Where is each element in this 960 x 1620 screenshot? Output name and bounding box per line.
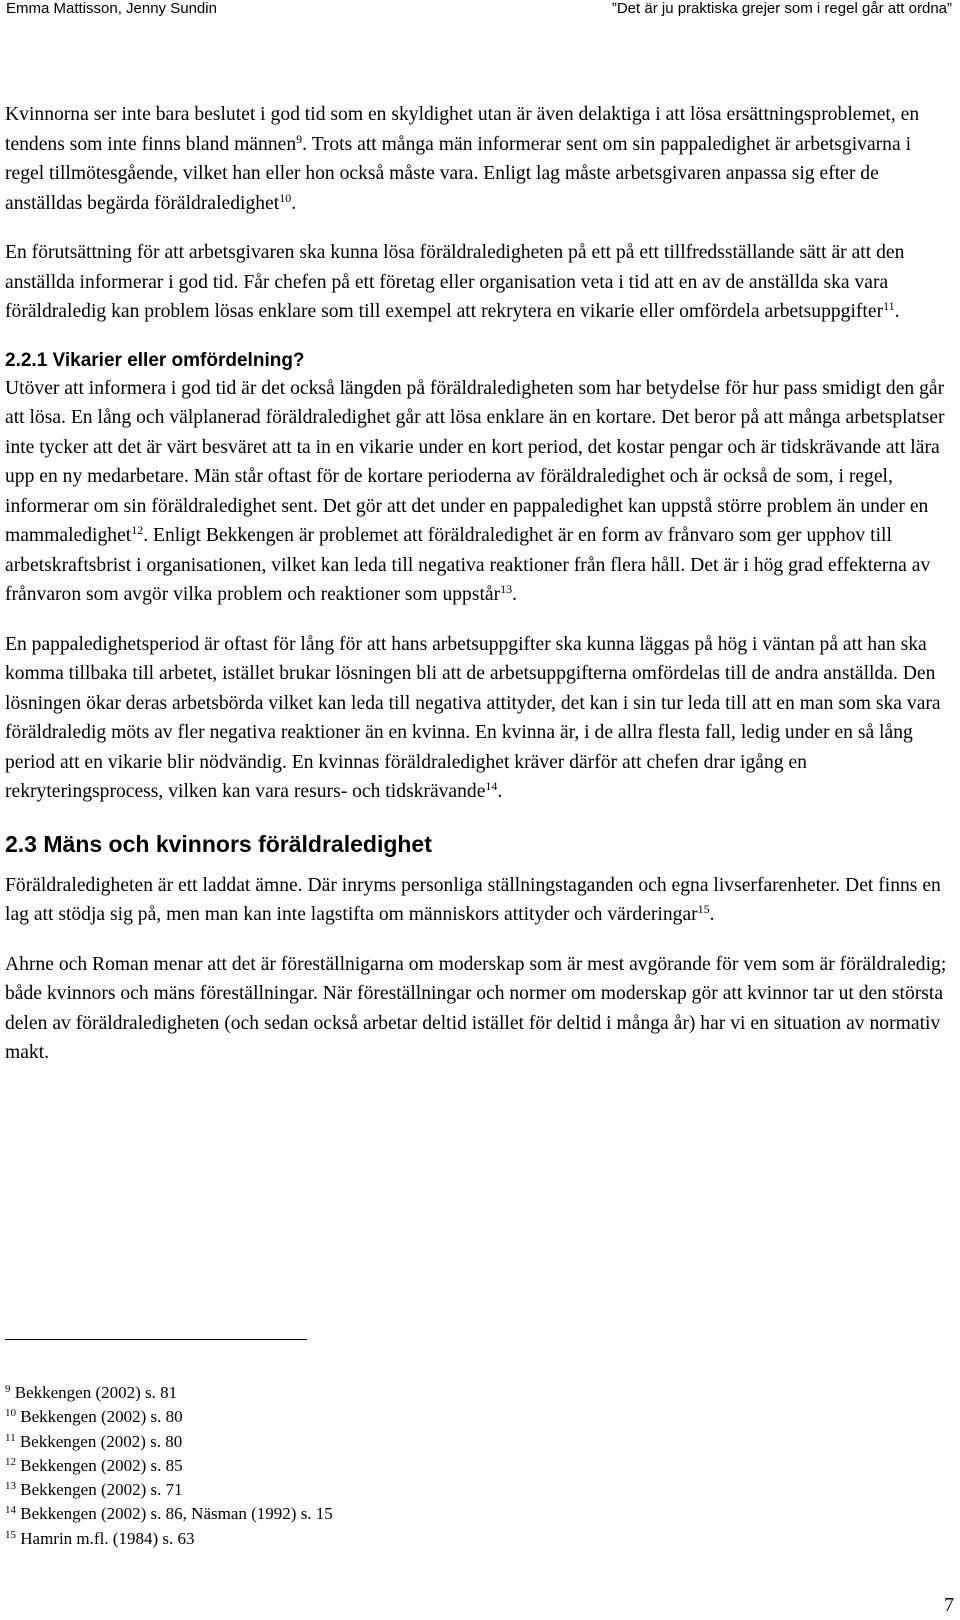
- body-text: [5, 100, 953, 1068]
- running-header: [0, 0, 960, 22]
- footnote-ref: 12: [131, 523, 144, 537]
- footnote-ref: 13: [500, 582, 513, 596]
- subsection-heading: 2.2.1 Vikarier eller omfördelning?: [5, 349, 305, 371]
- footnote: $^9$ Bekkengen (2002) s. 81: [5, 1383, 178, 1402]
- footnote: $^{15}$ Hamrin m.fl. (1984) s. 63: [5, 1528, 195, 1548]
- header-authors: Emma Mattisson, Jenny Sundin: [6, 0, 217, 17]
- footnote-ref: 11: [883, 299, 895, 313]
- paragraph: Kvinnorna ser inte bara beslutet i god tid som en skyldighet utan är även delaktiga i att lösa ersättningsproblemet, en tendens som inte finns bland männen$^9$. Trots att många män informerar sent om sin pappaledighet är arbetsgivarna i regel tillmötesgående, vilket han eller hon också måste vara. Enligt lag måste arbetsgivaren anpassa sig efter de anställdas begärda föräldraledighet$^{10}$.: [5, 104, 920, 214]
- footnote: $^{10}$ Bekkengen (2002) s. 80: [5, 1407, 183, 1427]
- footnote-ref: 9: [296, 131, 303, 146]
- footnote: $^{13}$ Bekkengen (2002) s. 71: [5, 1480, 183, 1500]
- paragraph: En förutsättning för att arbetsgivaren ska kunna lösa föräldraledigheten på ett på ett tillfredsställande sätt är att den anställda informerar i god tid. Får chefen på ett företag eller organisation veta i tid att en av de anställda ska vara föräldraledig kan problem lösas enklare som till exempel att rekrytera en vikarie eller omfördela arbetsuppgifter$^{11}$.: [5, 242, 905, 322]
- footnote: $^{11}$ Bekkengen (2002) s. 80: [5, 1431, 183, 1451]
- footnote-ref: 14: [485, 779, 498, 793]
- paragraph: Utöver att informera i god tid är det också längden på föräldraledigheten som har betydelse för hur pass smidigt den går att lösa. En lång och välplanerad föräldraledighet går att lösa enklare än en kortare. Det beror på att många arbetsplatser inte tycker att det är värt besväret att ta in en vikarie under en kort period, det kostar pengar och är tidskrävande att lära upp en ny medarbetare. Män står oftast för de kortare perioderna av föräldraledighet och är också de som, i regel, informerar om sin föräldraledighet sent. Det gör att det under en pappaledighet kan uppstå större problem än under en mammaledighet$^{12}$. Enligt Bekkengen är problemet att föräldraledighet är en form av frånvaro som ger upphov till arbetskraftsbrist i organisationen, vilket kan leda till negativa reaktioner från flera håll. Det är i hög grad effekterna av frånvaron som avgör vilka problem och reaktioner som uppstår$^{13}$.: [5, 377, 945, 605]
- paragraph: Ahrne och Roman menar att det är föreställnigarna om moderskap som är mest avgörande för vem som är föräldraledig; både kvinnors och mäns föreställningar. När föreställningar och normer om moderskap gör att kvinnor tar ut den största delen av föräldraledigheten (och sedan också arbetar deltid istället för deltid i många år) har vi en situation av normativ makt.: [5, 953, 947, 1063]
- paragraph: En pappaledighetsperiod är oftast för lång för att hans arbetsuppgifter ska kunna läggas på hög i väntan på att han ska komma tillbaka till arbetet, istället brukar lösningen bli att de arbetsuppgifterna omfördelas till de andra anställda. Den lösningen ökar deras arbetsbörda vilket kan leda till negativa attityder, det kan i sin tur leda till att en man som ska vara föräldraledig möts av fler negativa reaktioner än en kvinna. En kvinna är, i de allra flesta fall, ledig under en så lång period att en vikarie blir nödvändig. En kvinnas föräldraledighet kräver därför att chefen drar igång en rekryteringsprocess, vilken kan vara resurs- och tidskrävande$^{14}$.: [5, 633, 941, 802]
- footnote-ref: 15: [697, 902, 710, 916]
- footnote-separator: [5, 1339, 307, 1340]
- footnote-ref: 10: [279, 190, 292, 205]
- footnote: $^{14}$ Bekkengen (2002) s. 86, Näsman (1992) s. 15: [5, 1504, 333, 1524]
- section-heading: 2.3 Mäns och kvinnors föräldraledighet: [5, 830, 432, 857]
- page-number: 7: [944, 1594, 954, 1616]
- paragraph: Föräldraledigheten är ett laddat ämne. Där inryms personliga ställningstaganden och egna livserfarenheter. Det finns en lag att stödja sig på, men man kan inte lagstifta om människors attityder och värderingar$^{15}$.: [5, 874, 941, 925]
- footnote: $^{12}$ Bekkengen (2002) s. 85: [5, 1455, 183, 1475]
- footnotes: [5, 1381, 333, 1551]
- header-title: ”Det är ju praktiska grejer som i regel går att ordna”: [611, 0, 952, 17]
